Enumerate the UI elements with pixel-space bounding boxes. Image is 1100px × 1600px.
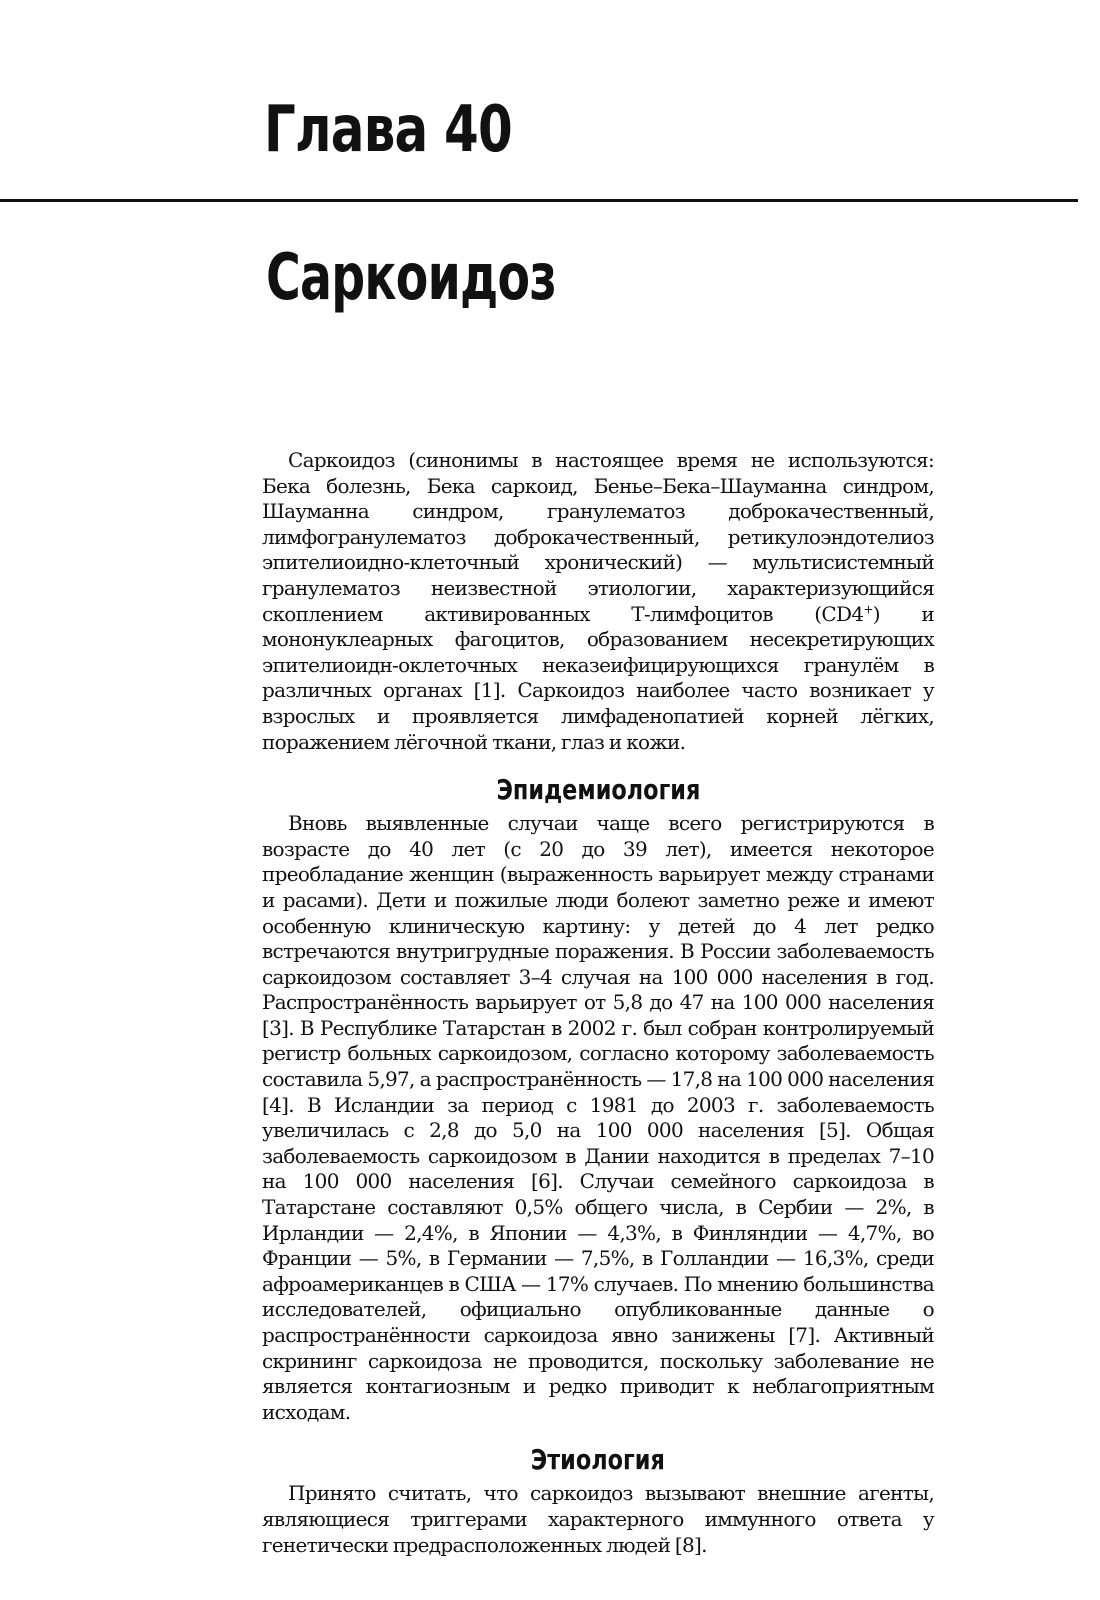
chapter-number: Глава 40 (264, 93, 512, 167)
intro-paragraph (262, 448, 934, 755)
body-text (262, 448, 934, 1558)
cd4-superscript: + (863, 601, 873, 616)
chapter-divider (0, 199, 1078, 202)
intro-text-part1: Саркоидоз (синонимы в настоящее время не используются: Бека болезнь, Бека саркоид, Бенье–Бека–Шауманна синдром, Шауманна синдром, гранулематоз доброкачественный, лимфогранулематоз доброкачественный, ретикулоэндотелиоз эпителиоидно-клеточный хронический) — мультисистемный гранулематоз неизвестной этиологии, характеризующийся скоплением активированных Т-лимфоцитов (CD4 (262, 448, 934, 626)
etiology-paragraph: Принято считать, что саркоидоз вызывают внешние агенты, являющиеся триггерами характерного иммунного ответа у генетически предрасположенных людей [8]. (262, 1481, 934, 1557)
epidemiology-paragraph: Вновь выявленные случаи чаще всего регистрируются в возрасте до 40 лет (с 20 до 39 лет), имеется некоторое преобладание женщин (выраженность варьирует между странами и расами). Дети и пожилые люди болеют заметно реже и имеют особенную клиническую картину: у детей до 4 лет редко встречаются внутригрудные поражения. В России заболеваемость саркоидозом составляет 3–4 случая на 100 000 населения в год. Распространённость варьирует от 5,8 до 47 на 100 000 населения [3]. В Республике Татарстан в 2002 г. был собран контролируемый регистр больных саркоидозом, согласно которому заболеваемость составила 5,97, а распространённость — 17,8 на 100 000 населения [4]. В Исландии за период с 1981 до 2003 г. заболеваемость увеличилась с 2,8 до 5,0 на 100 000 населения [5]. Общая заболеваемость саркоидозом в Дании находится в пределах 7–10 на 100 000 населения [6]. Случаи семейного саркоидоза в Татарстане составляют 0,5% общего числа, в Сербии — 2%, в Ирландии — 2,4%, в Японии — 4,3%, в Финляндии — 4,7%, во Франции — 5%, в Германии — 7,5%, в Голландии — 16,3%, среди афроамериканцев в США — 17% случаев. По мнению большинства исследователей, официально опубликованные данные о распространённости саркоидоза явно занижены [7]. Активный скрининг саркоидоза не проводится, поскольку заболевание не является контагиозным и редко приводит к неблагоприятным исходам. (262, 811, 934, 1424)
epidemiology-heading-text: Эпидемиология (496, 773, 700, 807)
chapter-title: Саркоидоз (266, 241, 557, 315)
etiology-heading-text: Этиология (530, 1443, 666, 1477)
intro-text-part2: ) и мононуклеарных фагоцитов, образованием несекретирующих эпителиоидн-оклеточных неказеифицирующихся гранулём в различных органах [1]. Саркоидоз наиболее часто возникает у взрослых и проявляется лимфаденопатией корней лёгких, поражением лёгочной ткани, глаз и кожи. (262, 601, 934, 754)
etiology-heading (262, 1443, 934, 1477)
epidemiology-heading (262, 773, 934, 807)
